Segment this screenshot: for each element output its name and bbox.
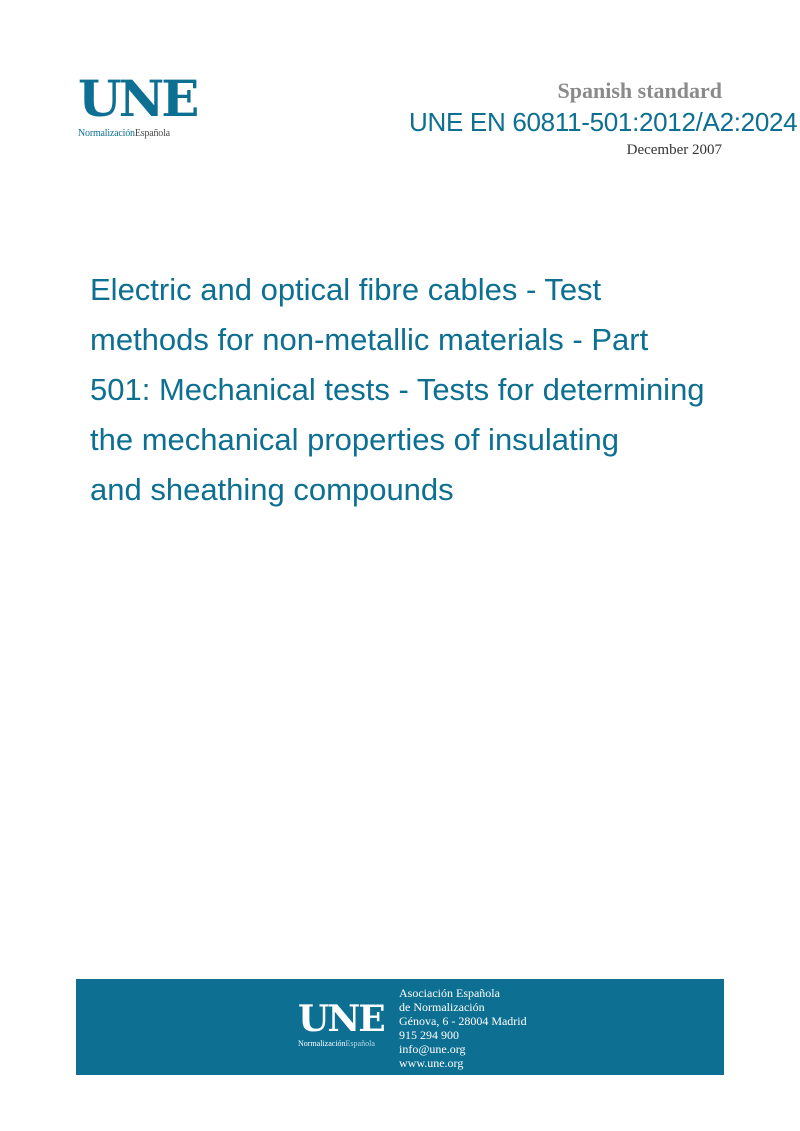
org-name-line-2: de Normalización (399, 1000, 485, 1014)
document-title (90, 265, 780, 515)
footer-banner (76, 979, 724, 1075)
une-logo (78, 69, 197, 139)
title-line: Electric and optical fibre cables - Test (90, 272, 602, 307)
footer-logo-subtitle: NormalizaciónEspañola (298, 1039, 375, 1048)
org-email-link[interactable]: info@une.org (399, 1042, 466, 1056)
standard-kind: Spanish standard (557, 78, 722, 103)
standard-date: December 2007 (626, 142, 722, 158)
une-logo-mark: UNE (78, 69, 197, 128)
title-line: the mechanical properties of insulating (90, 422, 620, 457)
une-logo-subtitle: NormalizaciónEspañola (78, 128, 170, 139)
org-address: Génova, 6 - 28004 Madrid (399, 1014, 527, 1028)
footer-logo-mark: UNE (298, 998, 384, 1040)
title-line: and sheathing compounds (90, 472, 454, 507)
org-website-link[interactable]: www.une.org (399, 1056, 464, 1070)
title-line: methods for non-metallic materials - Part (90, 322, 649, 357)
title-line: 501: Mechanical tests - Tests for determining (90, 372, 705, 407)
standard-code: UNE EN 60811-501:2012/A2:2024 (409, 107, 798, 137)
org-phone: 915 294 900 (399, 1028, 459, 1042)
org-name-line-1: Asociación Española (399, 986, 500, 1000)
footer-contact-info (399, 986, 527, 1070)
footer-une-logo (298, 998, 384, 1048)
